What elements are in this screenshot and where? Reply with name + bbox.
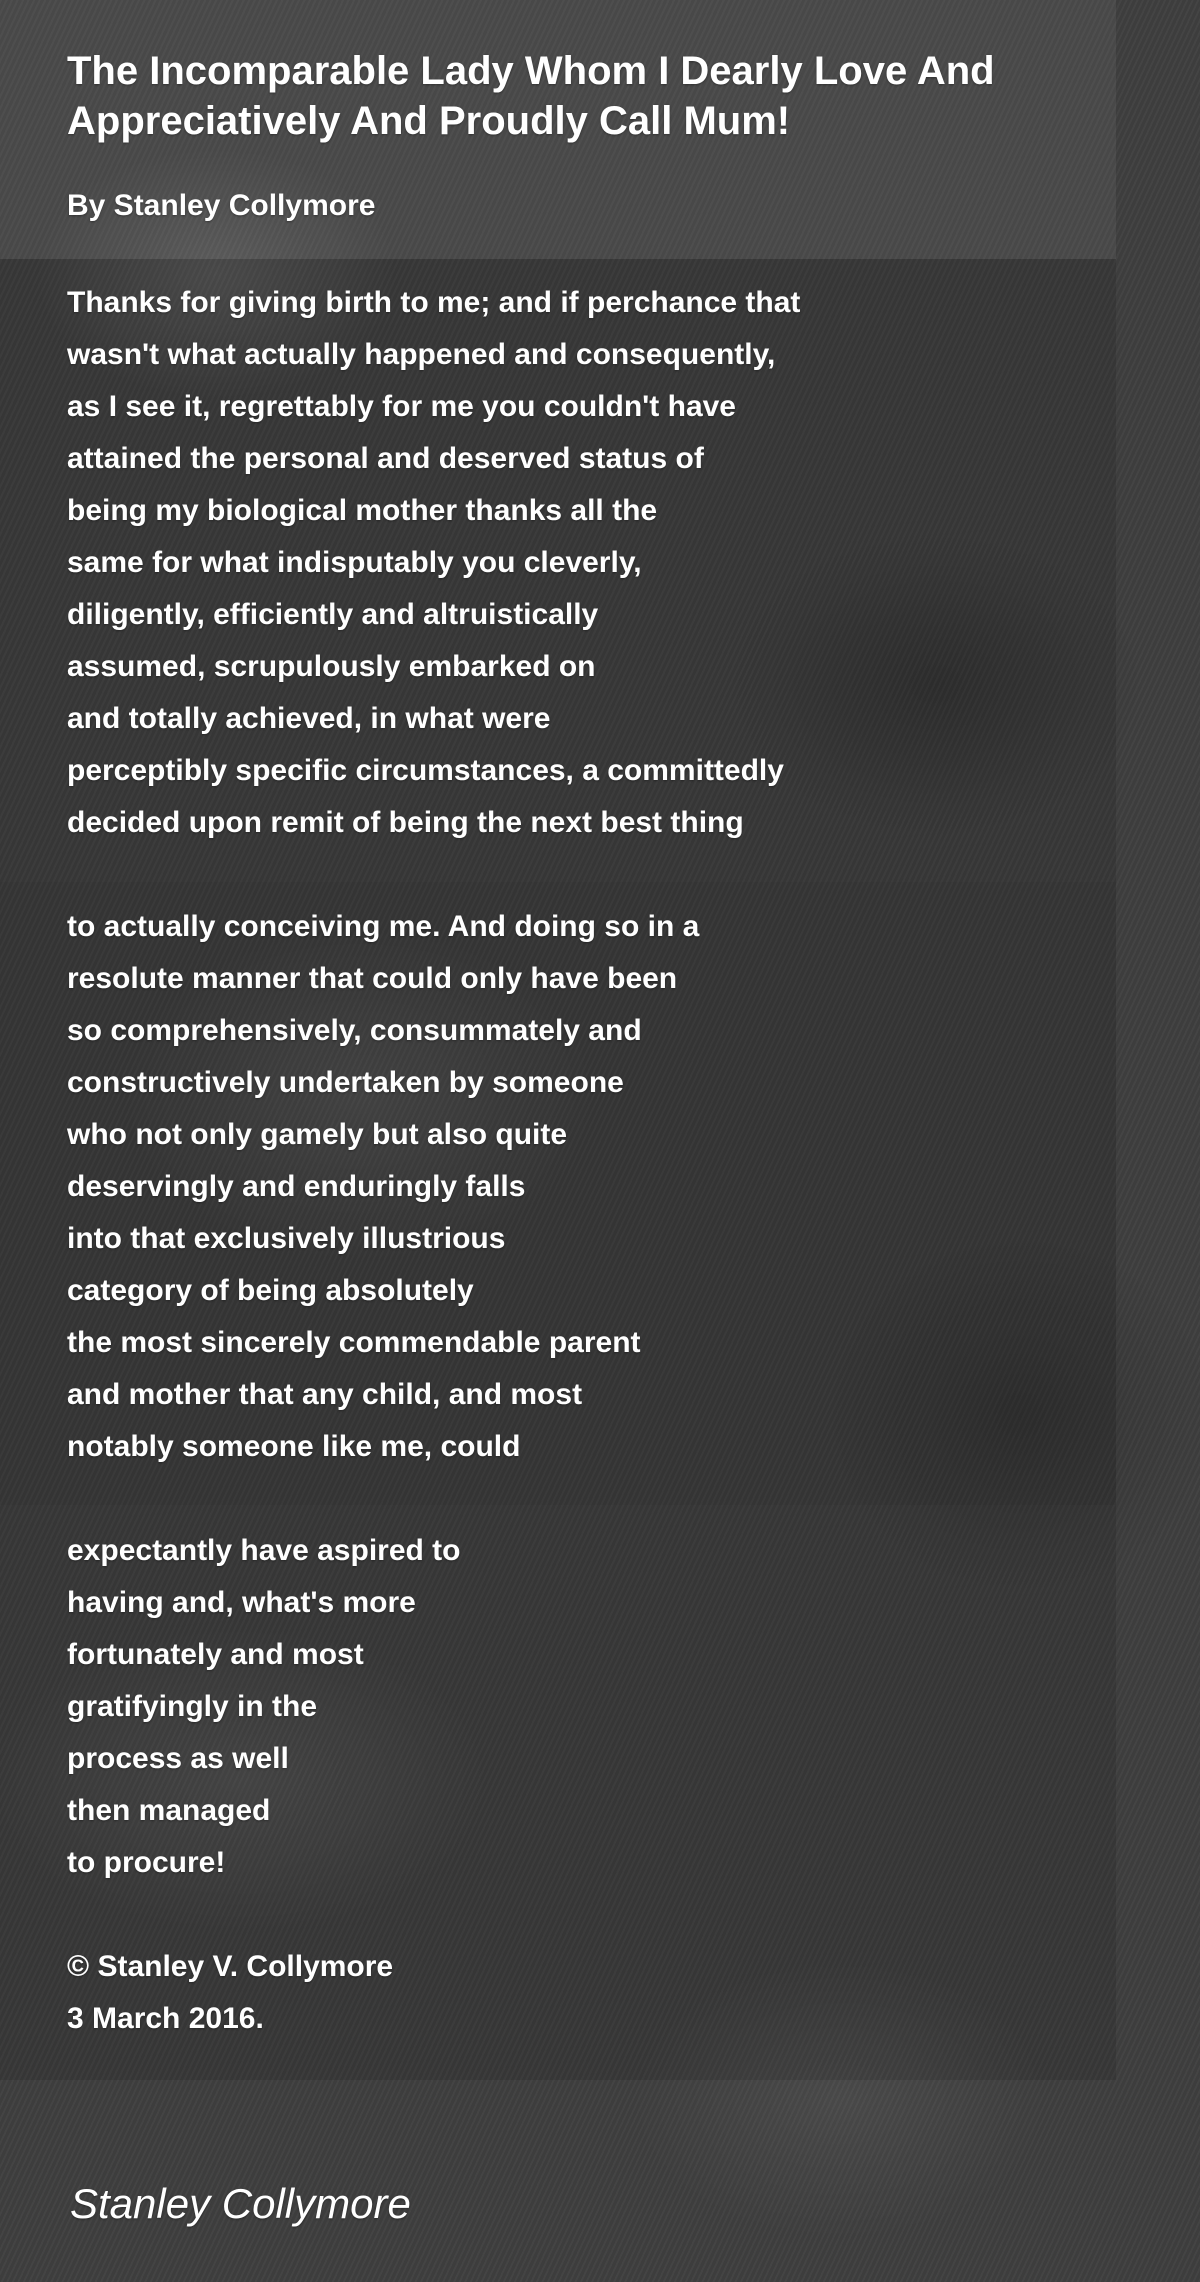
stanza-2 <box>67 901 1127 1473</box>
poem-line: and mother that any child, and most <box>67 1378 583 1411</box>
poem-title: The Incomparable Lady Whom I Dearly Love And Appreciatively And Proudly Call Mum! <box>67 49 995 143</box>
poem-line: gratifyingly in the <box>67 1690 318 1723</box>
poem-line: Thanks for giving birth to me; and if perchance that <box>67 286 801 319</box>
poem-line: deservingly and enduringly falls <box>67 1170 526 1203</box>
poem-line: same for what indisputably you cleverly, <box>67 546 642 579</box>
poem-line: process as well <box>67 1742 289 1775</box>
poem-line: who not only gamely but also quite <box>67 1118 568 1151</box>
poem-line: the most sincerely commendable parent <box>67 1326 641 1359</box>
footer-author-name: Stanley Collymore <box>70 2180 411 2227</box>
stanza-3 <box>67 1525 1127 1889</box>
stanza-1 <box>67 277 1127 849</box>
poem-line: to actually conceiving me. And doing so in a <box>67 910 700 943</box>
poem-line: assumed, scrupulously embarked on <box>67 650 596 683</box>
poem-line: decided upon remit of being the next best thing <box>67 806 744 839</box>
date-line: 3 March 2016. <box>67 2002 264 2035</box>
poem-content <box>67 46 1127 2045</box>
poem-line: fortunately and most <box>67 1638 364 1671</box>
signature-block <box>67 1941 1127 2045</box>
poem-line: being my biological mother thanks all the <box>67 494 658 527</box>
poem-line: resolute manner that could only have been <box>67 962 678 995</box>
poem-line: wasn't what actually happened and consequently, <box>67 338 776 371</box>
copyright-line: © Stanley V. Collymore <box>67 1950 394 1983</box>
poem-line: expectantly have aspired to <box>67 1534 461 1567</box>
poem-line: and totally achieved, in what were <box>67 702 551 735</box>
poem-line: then managed <box>67 1794 271 1827</box>
poem-line: to procure! <box>67 1846 226 1879</box>
poem-line: constructively undertaken by someone <box>67 1066 624 1099</box>
poem-line: notably someone like me, could <box>67 1430 521 1463</box>
poem-line: category of being absolutely <box>67 1274 474 1307</box>
poem-line: perceptibly specific circumstances, a committedly <box>67 754 784 787</box>
poem-line: attained the personal and deserved status of <box>67 442 704 475</box>
poem-line: so comprehensively, consummately and <box>67 1014 642 1047</box>
poem-line: diligently, efficiently and altruistically <box>67 598 599 631</box>
poem-line: having and, what's more <box>67 1586 416 1619</box>
poem-line: into that exclusively illustrious <box>67 1222 506 1255</box>
poem-byline: By Stanley Collymore <box>67 189 376 222</box>
poem-line: as I see it, regrettably for me you couldn't have <box>67 390 736 423</box>
